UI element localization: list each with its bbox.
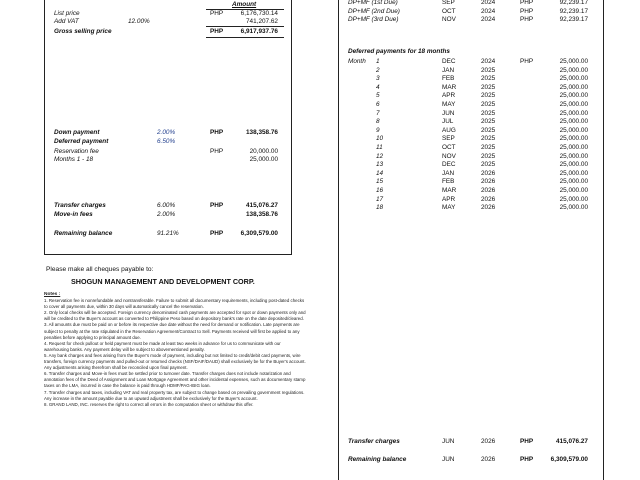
schedule-row-number: 5 [376, 92, 380, 100]
gross-price-label: Gross selling price [54, 28, 112, 35]
schedule-row-year: 2025 [481, 152, 496, 160]
schedule-row-year: 2026 [481, 187, 496, 194]
transfer-due-currency: PHP [520, 438, 534, 445]
schedule-row-year: 2024 [481, 58, 496, 65]
schedule-row-month: APR [442, 195, 456, 203]
schedule-row-month: JUL [442, 118, 454, 126]
add-vat-amount: 741,207.62 [246, 18, 278, 25]
schedule-row-month: MAY [442, 204, 456, 212]
remaining-due-label: Remaining balance [348, 456, 407, 463]
schedule-row-month: MAR [442, 187, 457, 194]
schedule-row-month: FEB [442, 178, 455, 186]
dp-row-year: 2024 [481, 16, 496, 24]
gross-bottom-line [206, 37, 284, 38]
schedule-row-amount: 25,000.00 [559, 195, 588, 203]
note-item: 8. GRAND LAND, INC. reserves the right to correct all errors in the computation sheet or withdraw this offer. [44, 401, 254, 407]
transfer-due-label: Transfer charges [348, 438, 400, 445]
list-price-currency: PHP [210, 10, 224, 17]
schedule-row-year: 2025 [481, 118, 496, 126]
schedule-row-amount: 25,000.00 [559, 169, 588, 177]
schedule-row-amount: 25,000.00 [559, 83, 588, 91]
note-item: 1. Reservation fee is nonrefundable and nontransferable. Failure to submit all documentary requirements, including post-dated checks to cover all payments due, within 30 days will automatically cancel the reservation. [44, 298, 305, 310]
add-vat-pct: 12.00% [128, 18, 150, 25]
move-in-fees-label: Move-in fees [54, 211, 93, 218]
list-price-amount: 6,176,730.14 [240, 10, 278, 17]
dp-row-month: OCT [442, 7, 456, 15]
dp-row-year: 2024 [481, 0, 496, 6]
transfer-charges-pct: 6.00% [157, 202, 176, 209]
schedule-row-number: 12 [376, 152, 384, 160]
schedule-row-month: DEC [442, 161, 456, 169]
dp-row-amount: 92,239.17 [559, 0, 588, 6]
schedule-row-amount: 25,000.00 [559, 144, 588, 151]
transfer-charges-label: Transfer charges [54, 202, 106, 209]
schedule-row-year: 2025 [481, 135, 496, 143]
schedule-row-year: 2026 [481, 204, 496, 212]
schedule-row-amount: 25,000.00 [559, 161, 588, 169]
schedule-row-year: 2025 [481, 161, 496, 169]
remaining-balance-pct: 91.21% [157, 230, 179, 237]
months-label: Months 1 - 18 [54, 156, 94, 163]
schedule-row-amount: 25,000.00 [559, 152, 588, 160]
payee-company: SHOGUN MANAGEMENT AND DEVELOPMENT CORP. [71, 277, 255, 286]
dp-row-year: 2024 [481, 7, 496, 15]
gross-price-currency: PHP [210, 28, 224, 35]
note-item: 5. Any bank charges and fees arising from the Buyer's mode of payment, including but not limited to credit/debit card payments, wire transfers, foreign currency payments and pulled-out or returned checks (NSF/DAIF/DAUD) shall exclusively be for the Buyer's account. Any adjustments arising therefrom shall be reconciled upon final payment. [44, 352, 306, 371]
note-item: 4. Request for check pullout or held payment must be made at least two weeks in advance for us to communicate with our warehousing banks. Any payment delay will be subject to abovementioned penalty. [44, 340, 281, 352]
dp-row-amount: 92,239.17 [559, 16, 588, 24]
schedule-row-currency: PHP [520, 58, 534, 65]
schedule-row-month: MAR [442, 83, 457, 91]
note-item: 6. Transfer charges and Move-in fees must be settled prior to turnover date. Transfer charges does not include notarization and annotation fees of the Deed of Assignment and Loan Mortgage Agreement and other incidental expenses, such as documentary stamp taxes on the LMA, incurred in case the balance is paid through HDMF/PAG-IBIG loan. [44, 371, 306, 389]
schedule-row-month: NOV [442, 152, 456, 160]
gross-top-line [206, 26, 284, 27]
schedule-row-number: 17 [376, 195, 384, 203]
transfer-charges-currency: PHP [210, 202, 224, 209]
months-amount: 25,000.00 [249, 156, 278, 163]
dp-row-label: DP+MF (1st Due) [348, 0, 398, 6]
schedule-row-number: 9 [376, 126, 380, 134]
dp-row-amount: 92,239.17 [559, 7, 588, 15]
schedule-row-amount: 25,000.00 [559, 178, 588, 186]
payable-intro: Please make all cheques payable to: [46, 266, 154, 273]
schedule-row-number: 11 [376, 144, 383, 151]
schedule-row-number: 6 [376, 101, 380, 108]
notes-section [44, 292, 334, 408]
down-payment-label: Down payment [54, 129, 100, 136]
schedule-row-number: 13 [376, 161, 384, 169]
remaining-due-month: JUN [442, 456, 455, 463]
note-item: 3. All amounts due must be paid on or before its respective due date without the need for demand or notification. Late payments are subject to penalty at the rate stipulated in the Reservation Agreement/Contract to Sell. Payments received will first be applied to any penalties before applying to principal amount due. [44, 322, 300, 340]
dp-row-currency: PHP [520, 0, 534, 6]
schedule-row-month: AUG [442, 126, 456, 134]
schedule-row-month: JUN [442, 109, 455, 117]
dp-row-month: NOV [442, 16, 456, 24]
schedule-row-number: 4 [376, 83, 380, 91]
transfer-due-year: 2026 [481, 438, 496, 445]
schedule-row-number: 1 [376, 58, 380, 65]
note-item: 2. Only local checks will be accepted. Foreign currency denominated cash payments are accepted for spot or down payments only and will be credited to the Buyer's account as converted to Philippine Peso based on depository bank's rate on the date deposited/cleared. [44, 310, 306, 322]
schedule-row-amount: 25,000.00 [559, 135, 588, 143]
dp-row-currency: PHP [520, 7, 534, 15]
notes-list [44, 298, 334, 408]
schedule-row-number: 14 [376, 169, 384, 177]
schedule-row-amount: 25,000.00 [559, 66, 588, 74]
schedule-row-amount: 25,000.00 [559, 187, 588, 194]
schedule-row-number: 7 [376, 109, 380, 117]
schedule-row-amount: 25,000.00 [559, 126, 588, 134]
schedule-row-number: 15 [376, 178, 384, 186]
deferred-payment-pct: 6.50% [157, 138, 176, 145]
reservation-fee-currency: PHP [210, 148, 224, 155]
schedule-row-year: 2025 [481, 83, 496, 91]
transfer-charges-amount: 415,076.27 [246, 202, 278, 209]
dp-row-month: SEP [442, 0, 455, 6]
transfer-due-amount: 415,076.27 [556, 438, 588, 445]
note-item: 7. Transfer charges and taxes, including VAT and real property tax, are subject to change based on prevailing government regulations. Any increase in the amount payable due to an upward adjustment shall be exclusively for the Buyer's account. [44, 389, 305, 401]
schedule-row-number: 16 [376, 187, 384, 194]
remaining-due-amount: 6,309,579.00 [550, 456, 588, 463]
schedule-row-amount: 25,000.00 [559, 101, 588, 108]
remaining-balance-currency: PHP [210, 230, 224, 237]
dp-row-currency: PHP [520, 16, 534, 24]
schedule-row-month: FEB [442, 75, 455, 83]
reservation-fee-amount: 20,000.00 [249, 148, 278, 155]
schedule-row-year: 2025 [481, 109, 496, 117]
reservation-fee-label: Reservation fee [54, 148, 99, 155]
notes-heading: Notes : [44, 292, 61, 297]
move-in-fees-pct: 2.00% [157, 211, 176, 218]
schedule-row-year: 2025 [481, 144, 496, 151]
schedule-row-year: 2026 [481, 195, 496, 203]
schedule-row-year: 2025 [481, 92, 496, 100]
schedule-row-amount: 25,000.00 [559, 118, 588, 126]
remaining-balance-label: Remaining balance [54, 230, 113, 237]
remaining-due-year: 2026 [481, 456, 496, 463]
remaining-balance-amount: 6,309,579.00 [240, 230, 278, 237]
down-payment-currency: PHP [210, 129, 224, 136]
down-payment-pct: 2.00% [157, 129, 176, 136]
schedule-row-number: 10 [376, 135, 384, 143]
schedule-row-month: JAN [442, 169, 455, 177]
schedule-row-year: 2025 [481, 101, 496, 108]
schedule-row-month: MAY [442, 101, 456, 108]
schedule-row-amount: 25,000.00 [559, 58, 588, 65]
list-price-label: List price [54, 10, 80, 17]
schedule-row-year: 2025 [481, 75, 496, 83]
schedule-row-number: 8 [376, 118, 380, 126]
dp-row-label: DP+MF (3rd Due) [348, 16, 399, 24]
schedule-row-month: JAN [442, 66, 455, 74]
add-vat-label: Add VAT [54, 18, 79, 25]
schedule-row-number: 3 [376, 75, 380, 83]
gross-price-amount: 6,917,937.76 [240, 28, 278, 35]
remaining-due-currency: PHP [520, 456, 534, 463]
schedule-row-month: SEP [442, 135, 455, 143]
schedule-row-number: 18 [376, 204, 384, 212]
transfer-due-month: JUN [442, 438, 455, 445]
amount-header: Amount [232, 1, 257, 8]
dp-row-label: DP+MF (2nd Due) [348, 7, 400, 15]
schedule-row-year: 2026 [481, 169, 496, 177]
month-label: Month [348, 58, 366, 65]
schedule-row-month: DEC [442, 58, 456, 65]
schedule-row-amount: 25,000.00 [559, 92, 588, 100]
schedule-row-month: APR [442, 92, 456, 100]
schedule-row-month: OCT [442, 144, 456, 151]
schedule-row-amount: 25,000.00 [559, 109, 588, 117]
schedule-row-year: 2026 [481, 178, 496, 186]
schedule-row-year: 2025 [481, 126, 496, 134]
schedule-row-amount: 25,000.00 [559, 204, 588, 212]
schedule-row-year: 2025 [481, 66, 496, 74]
down-payment-amount: 138,358.76 [246, 129, 278, 136]
schedule-row-number: 2 [376, 66, 380, 74]
schedule-row-amount: 25,000.00 [559, 75, 588, 83]
move-in-fees-amount: 138,358.76 [246, 211, 278, 218]
deferred-heading: Deferred payments for 18 months [348, 48, 450, 55]
deferred-payment-label: Deferred payment [54, 138, 109, 145]
